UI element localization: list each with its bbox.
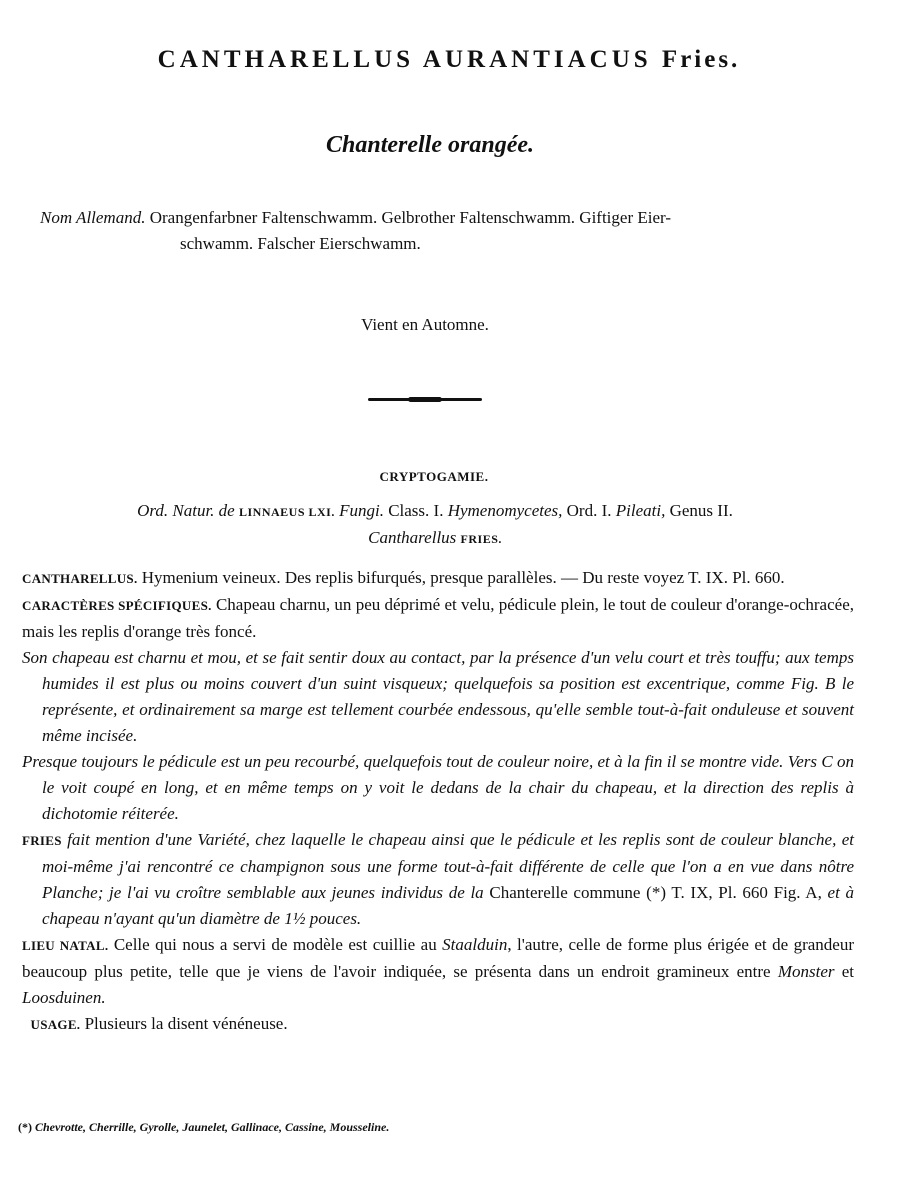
pedicule-paragraph: Presque toujours le pédicule est un peu recourbé, quelquefois tout de couleur noire, et à la fin il se montre vide. Vers C on le voit coupé en long, et en même temps on y voit le dedans de la chair du chapeau, et la direction des replis à dichotomie réiterée.: [22, 752, 854, 823]
footnote: [18, 1120, 878, 1135]
habitat-paragraph: [22, 932, 854, 1011]
place-loosduinen: Loosduinen.: [22, 988, 106, 1007]
place-staalduin: Staalduin: [442, 935, 508, 954]
variety-paragraph: [22, 827, 854, 932]
habitat-and: et: [841, 962, 855, 981]
usage-text: Plusieurs la disent vénéneuse.: [84, 1014, 288, 1033]
variety-text-1: fait mention d'une Variété, chez laquelle le chapeau ainsi que le pédicule et les replis sont de couleur blanche, et moi-même j'ai rencontré ce champignon sous une forme tout-à-fait différente de celle que l'on a en vue dans nôtre Planche; je l'ai vu croître semblable aux jeunes individus de la: [42, 830, 854, 902]
french-name: Chanterelle orangée.: [326, 132, 534, 158]
footnote-text: Chevrotte, Cherrille, Gyrolle, Jaunelet, Gallinace, Cassine, Mousseline.: [35, 1120, 390, 1134]
place-monster: Monster: [777, 962, 835, 981]
variety-upright: Chanterelle commune (*) T. IX, Pl. 660 Fig. A,: [489, 883, 822, 902]
season-text: Vient en Automne.: [361, 315, 489, 334]
variety-text-2: et à chapeau n'ayant qu'un diamètre de 1½ pouces.: [42, 883, 855, 928]
german-names-label: Nom Allemand.: [40, 208, 146, 227]
genus-label: Genus II.: [669, 501, 733, 520]
specific-heading: CARACTÈRES SPÉCIFIQUES.: [22, 598, 212, 613]
classification-block: [0, 498, 870, 552]
pileati: Pileati,: [615, 501, 666, 520]
title-author: Fries.: [661, 46, 741, 73]
classification-heading: CRYPTOGAMIE.: [379, 469, 489, 484]
usage-paragraph: [22, 1011, 854, 1038]
fries-heading: FRIES: [22, 833, 62, 848]
fries-author: FRIES.: [460, 532, 502, 546]
german-names: [40, 205, 830, 257]
habitat-heading: LIEU NATAL.: [22, 938, 109, 953]
ord-natur: Ord. Natur. de: [137, 501, 235, 520]
specific-paragraph: [22, 592, 854, 645]
hymenomycetes: Hymenomycetes,: [447, 501, 563, 520]
ord-label: Ord. I.: [566, 501, 612, 520]
cantharellus-genus: Cantharellus: [368, 528, 457, 547]
usage-heading: USAGE.: [30, 1017, 81, 1032]
footnote-mark: (*): [18, 1120, 32, 1134]
chapeau-paragraph: Son chapeau est charnu et mou, et se fait sentir doux au contact, par la présence d'un velu court et très touffu; aux temps humides il est plus ou moins couvert d'un suint visqueux; quelquefois sa position est excentrique, comme Fig. B le représente, et ordinairement sa marge est tellement courbée endessous, qu'elle semble tout-à-fait onduleuse et souvent même incisée.: [22, 648, 854, 745]
classification-line2: [0, 525, 870, 552]
page-title: [0, 46, 898, 74]
genus-text: Hymenium veineux. Des replis bifurqués, presque parallèles. — Du reste voyez T. IX. Pl. 660.: [141, 568, 785, 587]
linnaeus: LINNAEUS LXI.: [238, 505, 335, 519]
german-names-line1: Orangenfarbner Faltenschwamm. Gelbrother Faltenschwamm. Giftiger Eier-: [149, 208, 671, 227]
classification-line1: [0, 498, 870, 525]
genus-heading: CANTHARELLUS.: [22, 571, 138, 586]
title-species: CANTHARELLUS AURANTIACUS: [157, 46, 652, 73]
specific-text: Chapeau charnu, un peu déprimé et velu, pédicule plein, le tout de couleur d'orange-ochracée, mais les replis d'orange très foncé.: [22, 595, 854, 641]
german-names-line2: schwamm. Falscher Eierschwamm.: [180, 234, 421, 253]
description-body: [22, 565, 854, 1038]
habitat-text-2: , l'autre, celle de forme plus érigée et de grandeur beaucoup plus petite, telle que je viens de l'avoir indiquée, se présenta dans un endroit gramineux entre: [22, 935, 854, 981]
fungi: Fungi.: [339, 501, 384, 520]
ornamental-rule: [368, 398, 482, 401]
genus-paragraph: [22, 565, 854, 592]
class-label: Class. I.: [388, 501, 444, 520]
habitat-text-1: Celle qui nous a servi de modèle est cuillie au: [113, 935, 437, 954]
